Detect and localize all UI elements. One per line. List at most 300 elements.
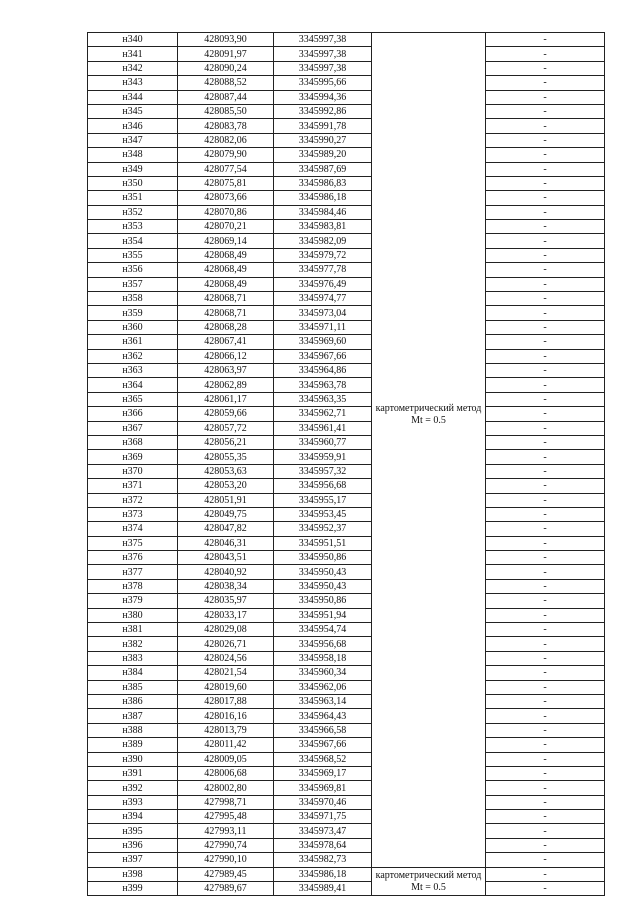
x-coordinate-cell: 428068,28 bbox=[178, 320, 274, 334]
point-id-cell: н358 bbox=[88, 292, 178, 306]
y-coordinate-cell: 3345964,43 bbox=[274, 709, 372, 723]
error-cell: - bbox=[486, 263, 605, 277]
table-row bbox=[88, 536, 605, 550]
error-cell: - bbox=[486, 838, 605, 852]
table-row bbox=[88, 551, 605, 565]
x-coordinate-cell: 428083,78 bbox=[178, 119, 274, 133]
error-cell: - bbox=[486, 176, 605, 190]
error-cell: - bbox=[486, 162, 605, 176]
error-cell: - bbox=[486, 378, 605, 392]
error-cell: - bbox=[486, 766, 605, 780]
point-id-cell: н360 bbox=[88, 320, 178, 334]
error-cell: - bbox=[486, 464, 605, 478]
table-row bbox=[88, 853, 605, 867]
point-id-cell: н345 bbox=[88, 104, 178, 118]
y-coordinate-cell: 3345971,11 bbox=[274, 320, 372, 334]
point-id-cell: н369 bbox=[88, 450, 178, 464]
error-cell: - bbox=[486, 277, 605, 291]
point-id-cell: н374 bbox=[88, 522, 178, 536]
error-cell: - bbox=[486, 392, 605, 406]
coordinates-table-body bbox=[88, 33, 605, 896]
x-coordinate-cell: 428073,66 bbox=[178, 191, 274, 205]
y-coordinate-cell: 3345962,71 bbox=[274, 407, 372, 421]
error-cell: - bbox=[486, 752, 605, 766]
table-row bbox=[88, 292, 605, 306]
error-cell: - bbox=[486, 651, 605, 665]
y-coordinate-cell: 3345977,78 bbox=[274, 263, 372, 277]
table-row bbox=[88, 407, 605, 421]
error-cell: - bbox=[486, 61, 605, 75]
x-coordinate-cell: 428038,34 bbox=[178, 579, 274, 593]
table-row bbox=[88, 651, 605, 665]
x-coordinate-cell: 428067,41 bbox=[178, 335, 274, 349]
point-id-cell: н386 bbox=[88, 694, 178, 708]
y-coordinate-cell: 3345963,35 bbox=[274, 392, 372, 406]
y-coordinate-cell: 3345994,36 bbox=[274, 90, 372, 104]
error-cell: - bbox=[486, 191, 605, 205]
error-cell: - bbox=[486, 666, 605, 680]
point-id-cell: н382 bbox=[88, 637, 178, 651]
method-cell: картометрический метод Mt = 0.5 bbox=[372, 33, 486, 868]
x-coordinate-cell: 428029,08 bbox=[178, 623, 274, 637]
x-coordinate-cell: 428057,72 bbox=[178, 421, 274, 435]
error-cell: - bbox=[486, 435, 605, 449]
table-row bbox=[88, 795, 605, 809]
error-cell: - bbox=[486, 407, 605, 421]
table-row bbox=[88, 565, 605, 579]
point-id-cell: н393 bbox=[88, 795, 178, 809]
table-row bbox=[88, 320, 605, 334]
x-coordinate-cell: 428009,05 bbox=[178, 752, 274, 766]
x-coordinate-cell: 427989,45 bbox=[178, 867, 274, 881]
point-id-cell: н381 bbox=[88, 623, 178, 637]
x-coordinate-cell: 428017,88 bbox=[178, 694, 274, 708]
y-coordinate-cell: 3345954,74 bbox=[274, 623, 372, 637]
error-cell: - bbox=[486, 104, 605, 118]
point-id-cell: н340 bbox=[88, 33, 178, 47]
error-cell: - bbox=[486, 148, 605, 162]
table-row bbox=[88, 435, 605, 449]
point-id-cell: н342 bbox=[88, 61, 178, 75]
point-id-cell: н363 bbox=[88, 363, 178, 377]
y-coordinate-cell: 3345979,72 bbox=[274, 248, 372, 262]
y-coordinate-cell: 3345991,78 bbox=[274, 119, 372, 133]
error-cell: - bbox=[486, 608, 605, 622]
error-cell: - bbox=[486, 220, 605, 234]
table-row bbox=[88, 220, 605, 234]
point-id-cell: н367 bbox=[88, 421, 178, 435]
table-row bbox=[88, 277, 605, 291]
y-coordinate-cell: 3345987,69 bbox=[274, 162, 372, 176]
error-cell: - bbox=[486, 306, 605, 320]
table-row bbox=[88, 148, 605, 162]
table-row bbox=[88, 522, 605, 536]
error-cell: - bbox=[486, 738, 605, 752]
table-row bbox=[88, 694, 605, 708]
table-row bbox=[88, 810, 605, 824]
table-row bbox=[88, 838, 605, 852]
table-row bbox=[88, 608, 605, 622]
table-row bbox=[88, 450, 605, 464]
x-coordinate-cell: 428013,79 bbox=[178, 723, 274, 737]
y-coordinate-cell: 3345956,68 bbox=[274, 637, 372, 651]
table-row bbox=[88, 104, 605, 118]
y-coordinate-cell: 3345976,49 bbox=[274, 277, 372, 291]
point-id-cell: н389 bbox=[88, 738, 178, 752]
x-coordinate-cell: 428066,12 bbox=[178, 349, 274, 363]
y-coordinate-cell: 3345992,86 bbox=[274, 104, 372, 118]
y-coordinate-cell: 3345970,46 bbox=[274, 795, 372, 809]
y-coordinate-cell: 3345957,32 bbox=[274, 464, 372, 478]
point-id-cell: н395 bbox=[88, 824, 178, 838]
y-coordinate-cell: 3345971,75 bbox=[274, 810, 372, 824]
point-id-cell: н357 bbox=[88, 277, 178, 291]
table-row bbox=[88, 306, 605, 320]
error-cell: - bbox=[486, 795, 605, 809]
y-coordinate-cell: 3345982,09 bbox=[274, 234, 372, 248]
point-id-cell: н348 bbox=[88, 148, 178, 162]
y-coordinate-cell: 3345984,46 bbox=[274, 205, 372, 219]
x-coordinate-cell: 428006,68 bbox=[178, 766, 274, 780]
point-id-cell: н354 bbox=[88, 234, 178, 248]
y-coordinate-cell: 3345958,18 bbox=[274, 651, 372, 665]
point-id-cell: н391 bbox=[88, 766, 178, 780]
error-cell: - bbox=[486, 90, 605, 104]
x-coordinate-cell: 428068,49 bbox=[178, 263, 274, 277]
y-coordinate-cell: 3345950,43 bbox=[274, 565, 372, 579]
point-id-cell: н376 bbox=[88, 551, 178, 565]
error-cell: - bbox=[486, 623, 605, 637]
x-coordinate-cell: 428069,14 bbox=[178, 234, 274, 248]
error-cell: - bbox=[486, 781, 605, 795]
x-coordinate-cell: 428093,90 bbox=[178, 33, 274, 47]
point-id-cell: н383 bbox=[88, 651, 178, 665]
x-coordinate-cell: 428059,66 bbox=[178, 407, 274, 421]
method-cell-last: картометрический метод Mt = 0.5 bbox=[372, 867, 486, 896]
error-cell: - bbox=[486, 536, 605, 550]
y-coordinate-cell: 3345951,51 bbox=[274, 536, 372, 550]
x-coordinate-cell: 428068,49 bbox=[178, 277, 274, 291]
table-row bbox=[88, 349, 605, 363]
y-coordinate-cell: 3345963,78 bbox=[274, 378, 372, 392]
table-row bbox=[88, 738, 605, 752]
error-cell: - bbox=[486, 33, 605, 47]
coordinates-table bbox=[87, 32, 605, 896]
error-cell: - bbox=[486, 133, 605, 147]
y-coordinate-cell: 3345960,77 bbox=[274, 435, 372, 449]
point-id-cell: н350 bbox=[88, 176, 178, 190]
error-cell: - bbox=[486, 349, 605, 363]
table-row bbox=[88, 119, 605, 133]
x-coordinate-cell: 427989,67 bbox=[178, 882, 274, 896]
y-coordinate-cell: 3345986,18 bbox=[274, 191, 372, 205]
table-row bbox=[88, 867, 605, 881]
x-coordinate-cell: 428070,86 bbox=[178, 205, 274, 219]
point-id-cell: н392 bbox=[88, 781, 178, 795]
error-cell: - bbox=[486, 363, 605, 377]
table-row bbox=[88, 234, 605, 248]
y-coordinate-cell: 3345950,86 bbox=[274, 594, 372, 608]
point-id-cell: н364 bbox=[88, 378, 178, 392]
table-row bbox=[88, 479, 605, 493]
y-coordinate-cell: 3345955,17 bbox=[274, 493, 372, 507]
x-coordinate-cell: 428035,97 bbox=[178, 594, 274, 608]
y-coordinate-cell: 3345969,60 bbox=[274, 335, 372, 349]
x-coordinate-cell: 428026,71 bbox=[178, 637, 274, 651]
point-id-cell: н356 bbox=[88, 263, 178, 277]
error-cell: - bbox=[486, 522, 605, 536]
x-coordinate-cell: 428068,71 bbox=[178, 306, 274, 320]
y-coordinate-cell: 3345974,77 bbox=[274, 292, 372, 306]
table-row bbox=[88, 824, 605, 838]
point-id-cell: н399 bbox=[88, 882, 178, 896]
point-id-cell: н397 bbox=[88, 853, 178, 867]
table-row bbox=[88, 263, 605, 277]
y-coordinate-cell: 3345989,41 bbox=[274, 882, 372, 896]
error-cell: - bbox=[486, 853, 605, 867]
error-cell: - bbox=[486, 694, 605, 708]
y-coordinate-cell: 3345961,41 bbox=[274, 421, 372, 435]
y-coordinate-cell: 3345963,14 bbox=[274, 694, 372, 708]
x-coordinate-cell: 428019,60 bbox=[178, 680, 274, 694]
x-coordinate-cell: 428063,97 bbox=[178, 363, 274, 377]
error-cell: - bbox=[486, 479, 605, 493]
point-id-cell: н346 bbox=[88, 119, 178, 133]
point-id-cell: н378 bbox=[88, 579, 178, 593]
table-row bbox=[88, 61, 605, 75]
error-cell: - bbox=[486, 637, 605, 651]
error-cell: - bbox=[486, 421, 605, 435]
table-row bbox=[88, 176, 605, 190]
x-coordinate-cell: 428033,17 bbox=[178, 608, 274, 622]
table-row bbox=[88, 248, 605, 262]
table-row bbox=[88, 464, 605, 478]
error-cell: - bbox=[486, 507, 605, 521]
x-coordinate-cell: 427990,74 bbox=[178, 838, 274, 852]
x-coordinate-cell: 428024,56 bbox=[178, 651, 274, 665]
x-coordinate-cell: 428053,20 bbox=[178, 479, 274, 493]
y-coordinate-cell: 3345967,66 bbox=[274, 349, 372, 363]
error-cell: - bbox=[486, 882, 605, 896]
x-coordinate-cell: 428051,91 bbox=[178, 493, 274, 507]
y-coordinate-cell: 3345997,38 bbox=[274, 33, 372, 47]
table-row bbox=[88, 335, 605, 349]
table-row bbox=[88, 378, 605, 392]
y-coordinate-cell: 3345973,04 bbox=[274, 306, 372, 320]
point-id-cell: н361 bbox=[88, 335, 178, 349]
error-cell: - bbox=[486, 824, 605, 838]
y-coordinate-cell: 3345950,43 bbox=[274, 579, 372, 593]
y-coordinate-cell: 3345966,58 bbox=[274, 723, 372, 737]
table-row bbox=[88, 507, 605, 521]
table-row bbox=[88, 162, 605, 176]
y-coordinate-cell: 3345968,52 bbox=[274, 752, 372, 766]
y-coordinate-cell: 3345973,47 bbox=[274, 824, 372, 838]
x-coordinate-cell: 428061,17 bbox=[178, 392, 274, 406]
x-coordinate-cell: 428049,75 bbox=[178, 507, 274, 521]
table-row bbox=[88, 666, 605, 680]
error-cell: - bbox=[486, 248, 605, 262]
point-id-cell: н341 bbox=[88, 47, 178, 61]
x-coordinate-cell: 428046,31 bbox=[178, 536, 274, 550]
x-coordinate-cell: 428068,49 bbox=[178, 248, 274, 262]
table-row bbox=[88, 752, 605, 766]
point-id-cell: н359 bbox=[88, 306, 178, 320]
point-id-cell: н384 bbox=[88, 666, 178, 680]
x-coordinate-cell: 428062,89 bbox=[178, 378, 274, 392]
table-row bbox=[88, 90, 605, 104]
x-coordinate-cell: 428055,35 bbox=[178, 450, 274, 464]
x-coordinate-cell: 428079,90 bbox=[178, 148, 274, 162]
x-coordinate-cell: 428040,92 bbox=[178, 565, 274, 579]
x-coordinate-cell: 428091,97 bbox=[178, 47, 274, 61]
error-cell: - bbox=[486, 723, 605, 737]
table-row bbox=[88, 781, 605, 795]
table-row bbox=[88, 493, 605, 507]
point-id-cell: н380 bbox=[88, 608, 178, 622]
table-row bbox=[88, 33, 605, 47]
point-id-cell: н344 bbox=[88, 90, 178, 104]
x-coordinate-cell: 428011,42 bbox=[178, 738, 274, 752]
y-coordinate-cell: 3345997,38 bbox=[274, 47, 372, 61]
y-coordinate-cell: 3345989,20 bbox=[274, 148, 372, 162]
point-id-cell: н365 bbox=[88, 392, 178, 406]
y-coordinate-cell: 3345960,34 bbox=[274, 666, 372, 680]
point-id-cell: н385 bbox=[88, 680, 178, 694]
y-coordinate-cell: 3345953,45 bbox=[274, 507, 372, 521]
point-id-cell: н343 bbox=[88, 76, 178, 90]
point-id-cell: н368 bbox=[88, 435, 178, 449]
x-coordinate-cell: 428090,24 bbox=[178, 61, 274, 75]
point-id-cell: н349 bbox=[88, 162, 178, 176]
table-row bbox=[88, 723, 605, 737]
x-coordinate-cell: 428056,21 bbox=[178, 435, 274, 449]
error-cell: - bbox=[486, 205, 605, 219]
point-id-cell: н352 bbox=[88, 205, 178, 219]
x-coordinate-cell: 428077,54 bbox=[178, 162, 274, 176]
point-id-cell: н375 bbox=[88, 536, 178, 550]
table-row bbox=[88, 133, 605, 147]
y-coordinate-cell: 3345962,06 bbox=[274, 680, 372, 694]
error-cell: - bbox=[486, 579, 605, 593]
x-coordinate-cell: 428085,50 bbox=[178, 104, 274, 118]
x-coordinate-cell: 428043,51 bbox=[178, 551, 274, 565]
y-coordinate-cell: 3345956,68 bbox=[274, 479, 372, 493]
point-id-cell: н379 bbox=[88, 594, 178, 608]
x-coordinate-cell: 428053,63 bbox=[178, 464, 274, 478]
x-coordinate-cell: 427995,48 bbox=[178, 810, 274, 824]
y-coordinate-cell: 3345964,86 bbox=[274, 363, 372, 377]
error-cell: - bbox=[486, 594, 605, 608]
error-cell: - bbox=[486, 119, 605, 133]
table-row bbox=[88, 637, 605, 651]
table-row bbox=[88, 421, 605, 435]
point-id-cell: н394 bbox=[88, 810, 178, 824]
table-row bbox=[88, 191, 605, 205]
table-row bbox=[88, 594, 605, 608]
point-id-cell: н370 bbox=[88, 464, 178, 478]
y-coordinate-cell: 3345982,73 bbox=[274, 853, 372, 867]
x-coordinate-cell: 428088,52 bbox=[178, 76, 274, 90]
y-coordinate-cell: 3345951,94 bbox=[274, 608, 372, 622]
y-coordinate-cell: 3345978,64 bbox=[274, 838, 372, 852]
point-id-cell: н388 bbox=[88, 723, 178, 737]
error-cell: - bbox=[486, 234, 605, 248]
y-coordinate-cell: 3345959,91 bbox=[274, 450, 372, 464]
table-row bbox=[88, 392, 605, 406]
x-coordinate-cell: 428087,44 bbox=[178, 90, 274, 104]
table-row bbox=[88, 76, 605, 90]
error-cell: - bbox=[486, 320, 605, 334]
error-cell: - bbox=[486, 450, 605, 464]
y-coordinate-cell: 3345986,18 bbox=[274, 867, 372, 881]
error-cell: - bbox=[486, 709, 605, 723]
x-coordinate-cell: 428047,82 bbox=[178, 522, 274, 536]
point-id-cell: н377 bbox=[88, 565, 178, 579]
table-row bbox=[88, 363, 605, 377]
y-coordinate-cell: 3345990,27 bbox=[274, 133, 372, 147]
table-row bbox=[88, 205, 605, 219]
table-row bbox=[88, 579, 605, 593]
y-coordinate-cell: 3345950,86 bbox=[274, 551, 372, 565]
point-id-cell: н353 bbox=[88, 220, 178, 234]
x-coordinate-cell: 427993,11 bbox=[178, 824, 274, 838]
point-id-cell: н373 bbox=[88, 507, 178, 521]
error-cell: - bbox=[486, 565, 605, 579]
table-row bbox=[88, 709, 605, 723]
table-row bbox=[88, 47, 605, 61]
point-id-cell: н398 bbox=[88, 867, 178, 881]
y-coordinate-cell: 3345995,66 bbox=[274, 76, 372, 90]
error-cell: - bbox=[486, 47, 605, 61]
x-coordinate-cell: 428002,80 bbox=[178, 781, 274, 795]
x-coordinate-cell: 427998,71 bbox=[178, 795, 274, 809]
error-cell: - bbox=[486, 867, 605, 881]
error-cell: - bbox=[486, 810, 605, 824]
error-cell: - bbox=[486, 493, 605, 507]
point-id-cell: н371 bbox=[88, 479, 178, 493]
point-id-cell: н355 bbox=[88, 248, 178, 262]
x-coordinate-cell: 427990,10 bbox=[178, 853, 274, 867]
x-coordinate-cell: 428070,21 bbox=[178, 220, 274, 234]
error-cell: - bbox=[486, 551, 605, 565]
table-row bbox=[88, 623, 605, 637]
point-id-cell: н396 bbox=[88, 838, 178, 852]
point-id-cell: н390 bbox=[88, 752, 178, 766]
table-row bbox=[88, 680, 605, 694]
error-cell: - bbox=[486, 335, 605, 349]
error-cell: - bbox=[486, 76, 605, 90]
y-coordinate-cell: 3345969,81 bbox=[274, 781, 372, 795]
y-coordinate-cell: 3345969,17 bbox=[274, 766, 372, 780]
table-row bbox=[88, 882, 605, 896]
point-id-cell: н347 bbox=[88, 133, 178, 147]
point-id-cell: н351 bbox=[88, 191, 178, 205]
x-coordinate-cell: 428082,06 bbox=[178, 133, 274, 147]
x-coordinate-cell: 428021,54 bbox=[178, 666, 274, 680]
y-coordinate-cell: 3345997,38 bbox=[274, 61, 372, 75]
point-id-cell: н387 bbox=[88, 709, 178, 723]
point-id-cell: н366 bbox=[88, 407, 178, 421]
x-coordinate-cell: 428068,71 bbox=[178, 292, 274, 306]
error-cell: - bbox=[486, 292, 605, 306]
y-coordinate-cell: 3345967,66 bbox=[274, 738, 372, 752]
y-coordinate-cell: 3345986,83 bbox=[274, 176, 372, 190]
point-id-cell: н362 bbox=[88, 349, 178, 363]
error-cell: - bbox=[486, 680, 605, 694]
x-coordinate-cell: 428075,81 bbox=[178, 176, 274, 190]
y-coordinate-cell: 3345952,37 bbox=[274, 522, 372, 536]
